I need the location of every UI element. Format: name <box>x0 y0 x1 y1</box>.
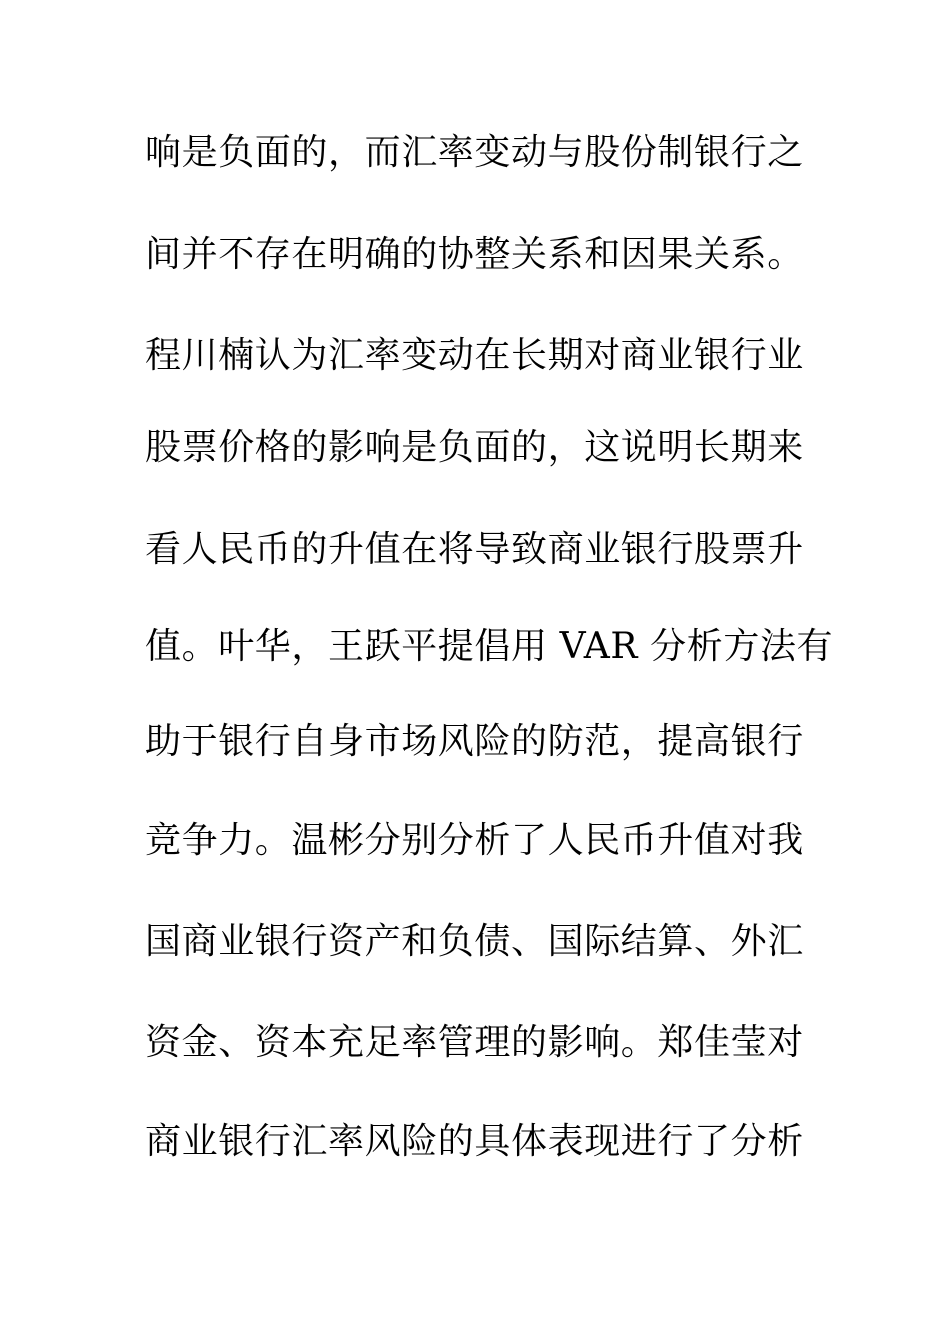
text-line-11: 商业银行汇率风险的具体表现进行了分析 <box>145 1121 804 1162</box>
text-line-7: 助于银行自身市场风险的防范，提高银行 <box>145 721 804 762</box>
text-line-4: 股票价格的影响是负面的，这说明长期来 <box>145 427 804 468</box>
text-line-8: 竞争力。温彬分别分析了人民币升值对我 <box>145 820 804 861</box>
text-line-2: 间并不存在明确的协整关系和因果关系。 <box>145 234 804 275</box>
text-line-10: 资金、资本充足率管理的影响。郑佳莹对 <box>145 1022 804 1063</box>
text-line-1: 响是负面的，而汇率变动与股份制银行之 <box>145 132 804 173</box>
text-line-6: 值。叶华，王跃平提倡用 VAR 分析方法有 <box>145 626 834 667</box>
text-line-5: 看人民币的升值在将导致商业银行股票升 <box>145 529 804 570</box>
text-line-3: 程川楠认为汇率变动在长期对商业银行业 <box>145 335 804 376</box>
text-line-9: 国商业银行资产和负债、国际结算、外汇 <box>145 921 804 962</box>
